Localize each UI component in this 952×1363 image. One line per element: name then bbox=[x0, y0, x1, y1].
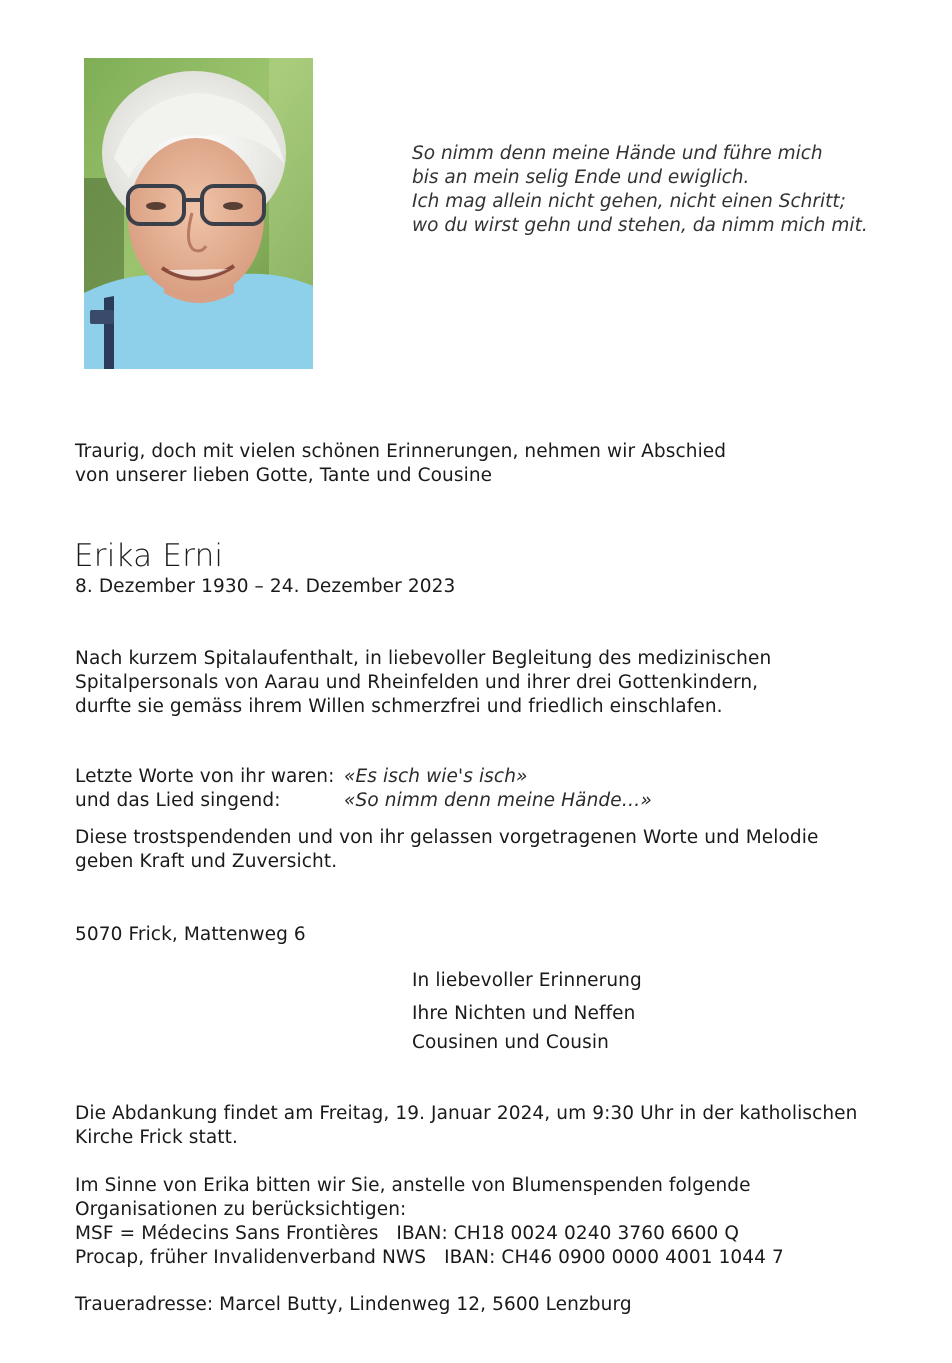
poem-line: wo du wirst gehn und stehen, da nimm mich mit. bbox=[412, 215, 868, 236]
signature-line-3: Cousinen und Cousin bbox=[412, 1032, 609, 1053]
poem bbox=[412, 142, 868, 238]
paragraph-line: Die Abdankung findet am Freitag, 19. Januar 2024, um 9:30 Uhr in der katholischen bbox=[75, 1103, 858, 1124]
mourning-address: Traueradresse: Marcel Butty, Lindenweg 12, 5600 Lenzburg bbox=[75, 1294, 632, 1315]
paragraph-passing bbox=[75, 647, 771, 719]
paragraph-funeral bbox=[75, 1102, 857, 1150]
poem-line: bis an mein selig Ende und ewiglich. bbox=[412, 167, 750, 188]
paragraph-line: Kirche Frick statt. bbox=[75, 1127, 238, 1148]
donation-procap: Procap, früher Invalidenverband NWS IBAN: CH46 0900 0000 4001 1044 7 bbox=[75, 1247, 784, 1268]
intro-line: Traurig, doch mit vielen schönen Erinnerungen, nehmen wir Abschied bbox=[75, 441, 727, 462]
deceased-name: Erika Erni bbox=[74, 538, 224, 574]
last-words-value: «Es isch wie's isch» bbox=[344, 766, 528, 787]
paragraph-line: Diese trostspendenden und von ihr gelassen vorgetragenen Worte und Melodie bbox=[75, 827, 819, 848]
paragraph-line: durfte sie gemäss ihrem Willen schmerzfrei und friedlich einschlafen. bbox=[75, 696, 723, 717]
poem-line: So nimm denn meine Hände und führe mich bbox=[412, 143, 823, 164]
donation-msf: MSF = Médecins Sans Frontières IBAN: CH18 0024 0240 3760 6600 Q bbox=[75, 1223, 740, 1244]
paragraph-comfort bbox=[75, 826, 818, 874]
song-value: «So nimm denn meine Hände…» bbox=[344, 790, 652, 811]
life-dates: 8. Dezember 1930 – 24. Dezember 2023 bbox=[75, 576, 456, 597]
intro-text bbox=[75, 440, 726, 488]
signature-line-1: In liebevoller Erinnerung bbox=[412, 970, 642, 991]
paragraph-line: Nach kurzem Spitalaufenthalt, in liebevoller Begleitung des medizinischen bbox=[75, 648, 772, 669]
portrait-photo bbox=[84, 58, 313, 369]
home-address: 5070 Frick, Mattenweg 6 bbox=[75, 924, 306, 945]
song-label: und das Lied singend: bbox=[75, 790, 281, 811]
intro-line: von unserer lieben Gotte, Tante und Cousine bbox=[75, 465, 493, 486]
paragraph-line: Organisationen zu berücksichtigen: bbox=[75, 1199, 407, 1220]
paragraph-line: geben Kraft und Zuversicht. bbox=[75, 851, 338, 872]
poem-line: Ich mag allein nicht gehen, nicht einen Schritt; bbox=[412, 191, 846, 212]
signature-line-2: Ihre Nichten und Neffen bbox=[412, 1003, 636, 1024]
paragraph-donations bbox=[75, 1174, 784, 1270]
paragraph-line: Im Sinne von Erika bitten wir Sie, anstelle von Blumenspenden folgende bbox=[75, 1175, 751, 1196]
paragraph-line: Spitalpersonals von Aarau und Rheinfelden und ihrer drei Gottenkindern, bbox=[75, 672, 759, 693]
last-words-label: Letzte Worte von ihr waren: bbox=[75, 766, 335, 787]
